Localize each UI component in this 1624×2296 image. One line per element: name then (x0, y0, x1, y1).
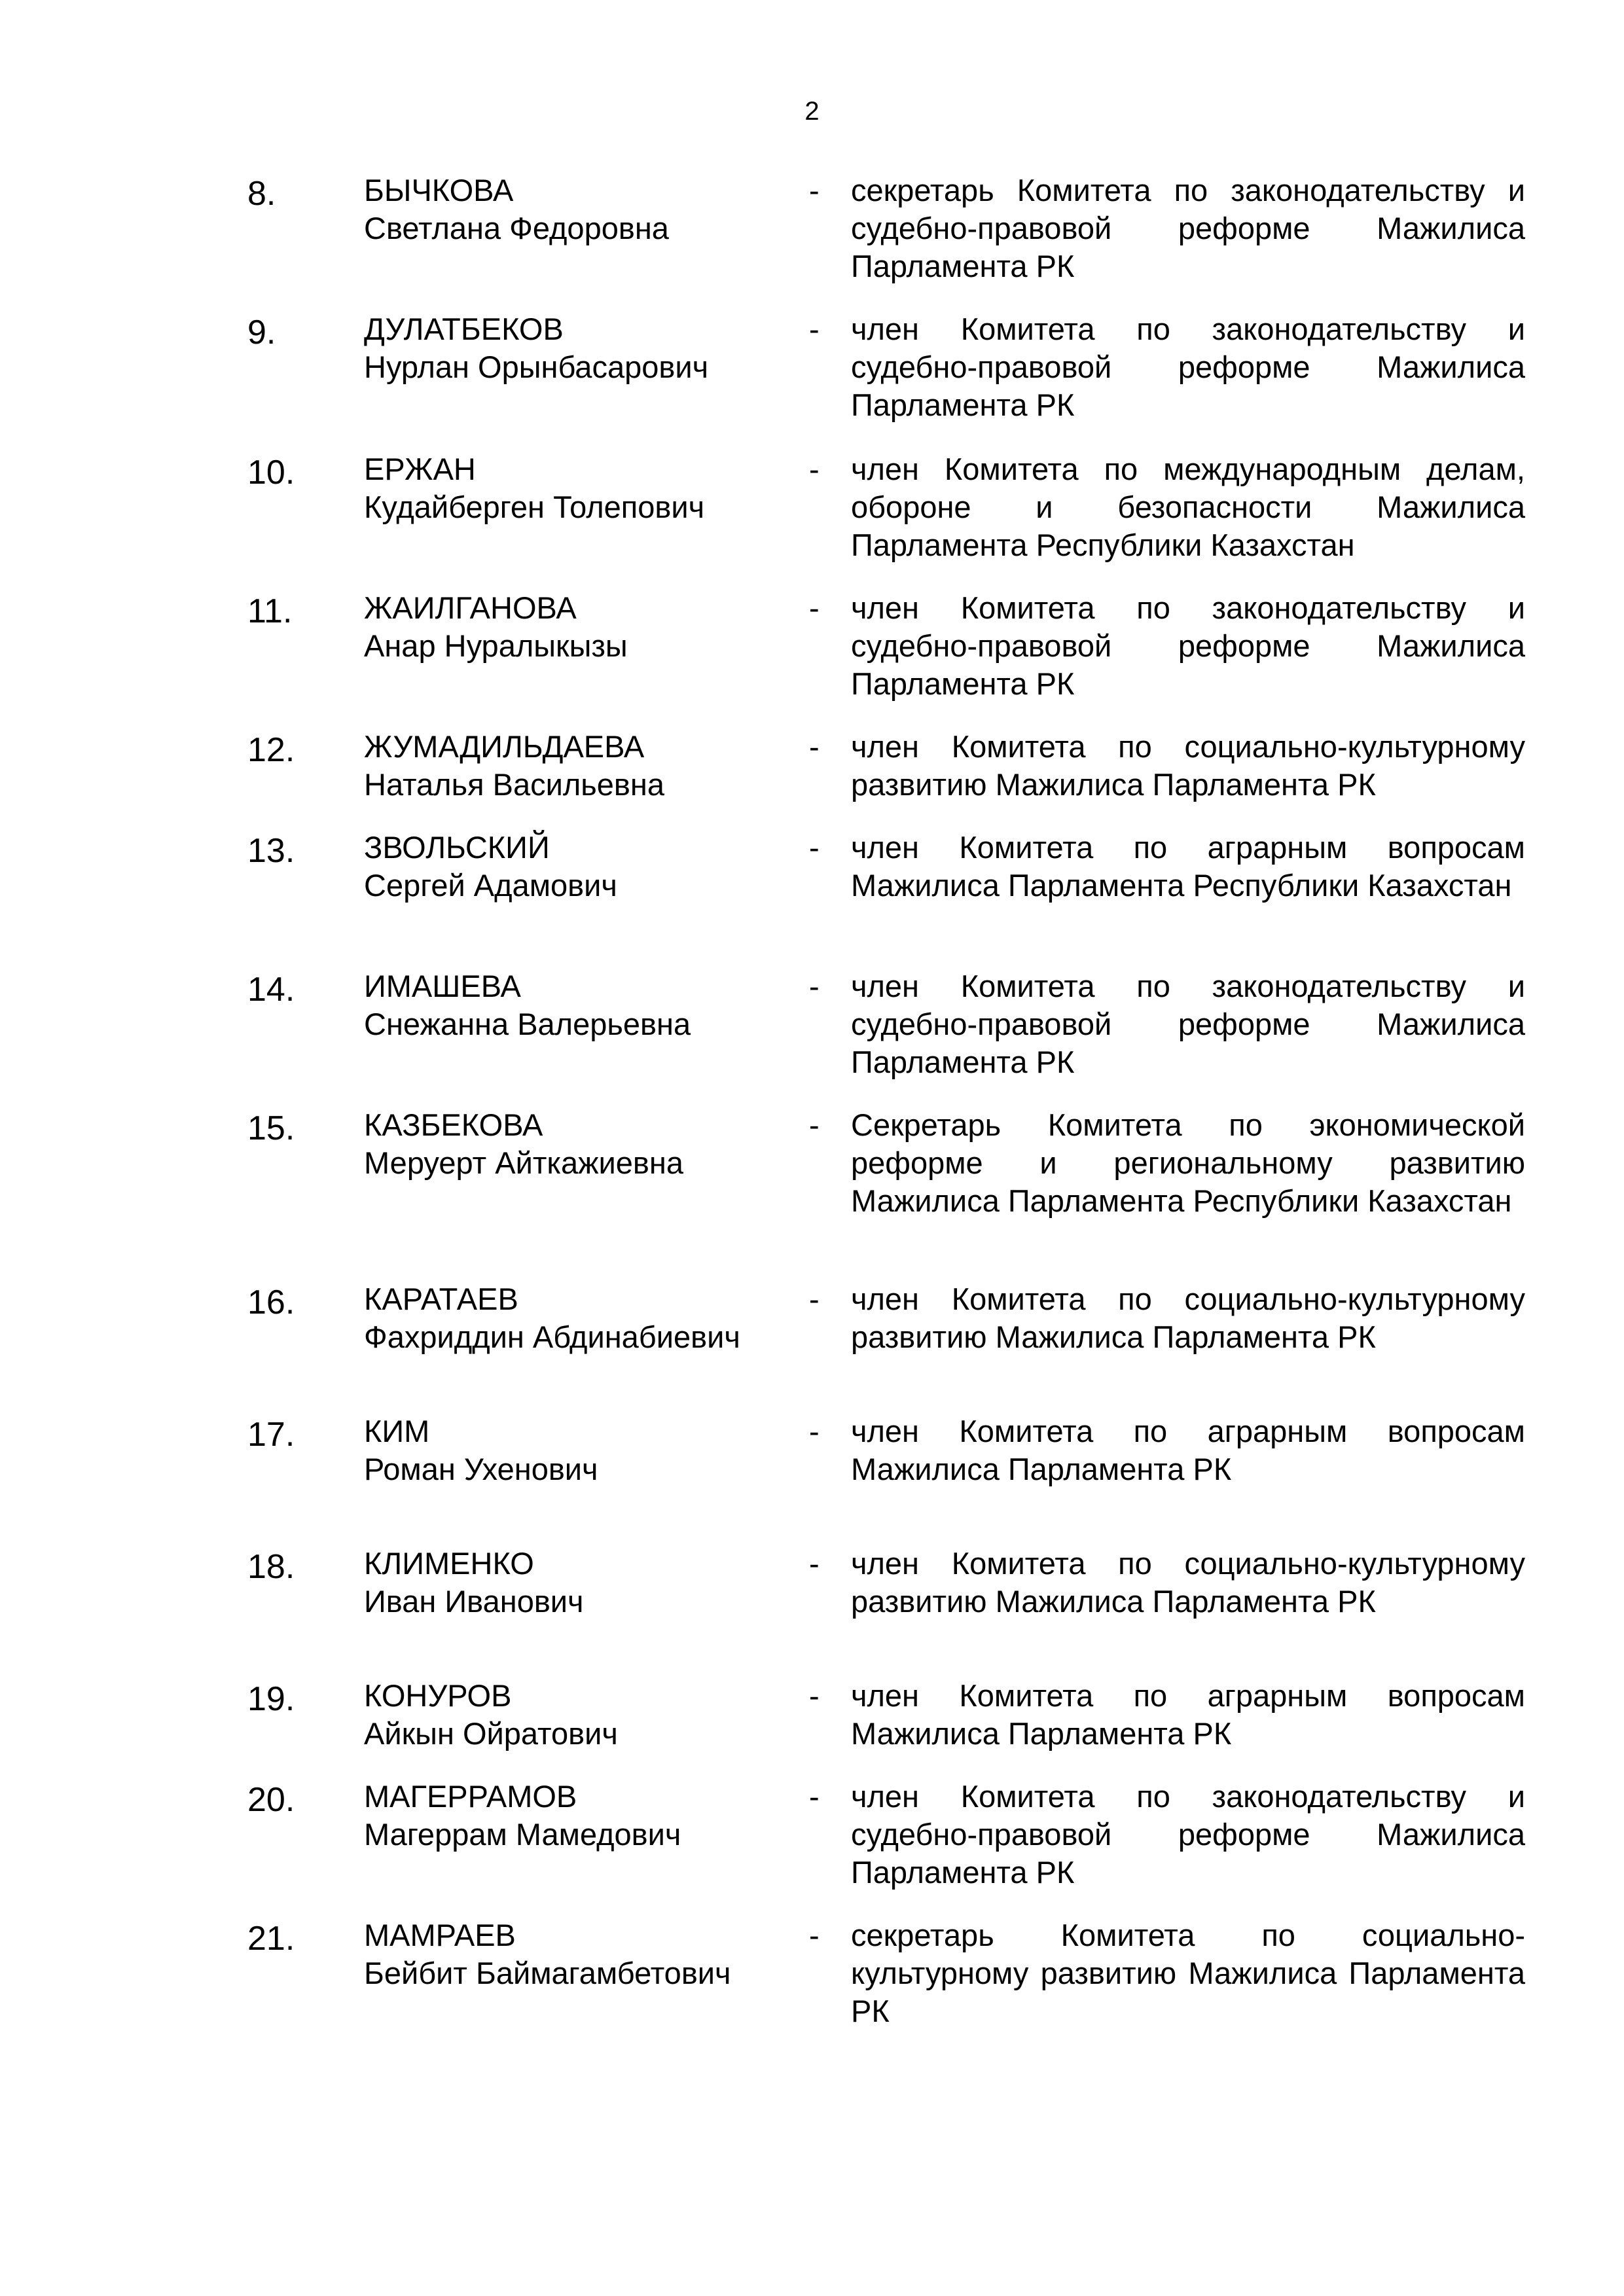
member-role: член Комитета по социально-культурному развитию Мажилиса Парламента РК (851, 1546, 1525, 1619)
member-role: член Комитета по законодательству и судебно-правовой реформе Мажилиса Парламента РК (851, 969, 1525, 1079)
member-role: член Комитета по социально-культурному развитию Мажилиса Парламента РК (851, 1282, 1525, 1354)
member-role: член Комитета по законодательству и судебно-правовой реформе Мажилиса Парламента РК (851, 1779, 1525, 1890)
entry-dash: - (809, 1282, 820, 1316)
entry-dash: - (809, 452, 820, 486)
entry-dash: - (809, 173, 820, 207)
member-name (364, 1106, 783, 1182)
member-given-name: Меруерт Айткажиевна (364, 1145, 683, 1180)
member-entry (0, 1280, 1624, 1398)
member-entry (0, 171, 1624, 289)
member-role: член Комитета по аграрным вопросам Мажилиса Парламента РК (851, 1678, 1525, 1751)
member-entry (0, 310, 1624, 428)
member-name (364, 589, 783, 665)
member-surname: ЖУМАДИЛЬДАЕВА (364, 729, 645, 764)
member-entry (0, 829, 1624, 946)
member-name (364, 1778, 783, 1854)
member-entry (0, 1412, 1624, 1530)
member-name (364, 1677, 783, 1753)
entry-number: 14. (247, 971, 295, 1009)
member-name (364, 310, 783, 386)
member-given-name: Снежанна Валерьевна (364, 1007, 691, 1041)
entry-dash: - (809, 969, 820, 1003)
member-given-name: Айкын Ойратович (364, 1716, 618, 1751)
member-name (364, 967, 783, 1043)
member-name (364, 829, 783, 905)
member-given-name: Магеррам Мамедович (364, 1817, 681, 1852)
member-given-name: Иван Иванович (364, 1584, 584, 1619)
member-name (364, 728, 783, 804)
member-entry (0, 728, 1624, 846)
member-given-name: Роман Ухенович (364, 1452, 598, 1486)
member-name (364, 171, 783, 247)
member-name (364, 1280, 783, 1356)
entry-dash: - (809, 1779, 820, 1814)
member-surname: КИМ (364, 1414, 430, 1448)
member-given-name: Нурлан Орынбасарович (364, 350, 709, 384)
entry-number: 10. (247, 454, 295, 492)
entry-dash: - (809, 1546, 820, 1581)
entry-dash: - (809, 1107, 820, 1142)
member-surname: ЗВОЛЬСКИЙ (364, 830, 550, 865)
member-surname: КАЗБЕКОВА (364, 1107, 543, 1142)
member-role: член Комитета по аграрным вопросам Мажилиса Парламента РК (851, 1414, 1525, 1486)
member-name (364, 1545, 783, 1621)
member-entry (0, 1545, 1624, 1662)
member-given-name: Анар Нуралыкызы (364, 628, 628, 663)
member-entry (0, 1778, 1624, 1895)
member-entry (0, 589, 1624, 707)
member-role: член Комитета по законодательству и судебно-правовой реформе Мажилиса Парламента РК (851, 590, 1525, 701)
member-surname: ИМАШЕВА (364, 969, 521, 1003)
member-surname: ДУЛАТБЕКОВ (364, 312, 564, 346)
member-given-name: Кудайберген Толепович (364, 490, 705, 524)
member-given-name: Фахриддин Абдинабиевич (364, 1319, 740, 1354)
member-surname: МАГЕРРАМОВ (364, 1779, 577, 1814)
member-given-name: Светлана Федоровна (364, 211, 669, 245)
entry-number: 9. (247, 314, 276, 351)
member-name (364, 1916, 783, 1992)
member-entry (0, 1677, 1624, 1795)
member-entry (0, 450, 1624, 568)
member-given-name: Наталья Васильевна (364, 767, 664, 802)
entry-number: 18. (247, 1548, 295, 1586)
entry-number: 8. (247, 175, 276, 213)
member-given-name: Сергей Адамович (364, 868, 617, 903)
entry-dash: - (809, 729, 820, 764)
entry-number: 19. (247, 1680, 295, 1718)
member-surname: БЫЧКОВА (364, 173, 514, 207)
member-role: член Комитета по международным делам, обороне и безопасности Мажилиса Парламента Республики Казахстан (851, 452, 1525, 562)
member-given-name: Бейбит Баймагамбетович (364, 1956, 731, 1990)
member-name (364, 1412, 783, 1488)
member-surname: МАМРАЕВ (364, 1918, 516, 1952)
entry-number: 13. (247, 832, 295, 870)
member-role: член Комитета по социально-культурному развитию Мажилиса Парламента РК (851, 729, 1525, 802)
entry-number: 15. (247, 1109, 295, 1147)
member-surname: ЕРЖАН (364, 452, 476, 486)
member-entry (0, 967, 1624, 1085)
member-entry (0, 1916, 1624, 2034)
entry-dash: - (809, 312, 820, 346)
member-name (364, 450, 783, 526)
entry-dash: - (809, 830, 820, 865)
member-surname: КАРАТАЕВ (364, 1282, 518, 1316)
member-surname: ЖАИЛГАНОВА (364, 590, 577, 625)
member-role: член Комитета по аграрным вопросам Мажилиса Парламента Республики Казахстан (851, 830, 1525, 903)
member-surname: КОНУРОВ (364, 1678, 512, 1713)
entry-number: 12. (247, 731, 295, 769)
entry-number: 20. (247, 1781, 295, 1819)
entry-number: 21. (247, 1920, 295, 1958)
member-surname: КЛИМЕНКО (364, 1546, 534, 1581)
member-entry (0, 1106, 1624, 1224)
entry-dash: - (809, 590, 820, 625)
page-number: 2 (804, 97, 820, 126)
entry-number: 16. (247, 1283, 295, 1321)
entry-dash: - (809, 1414, 820, 1448)
entry-number: 17. (247, 1416, 295, 1454)
member-role: секретарь Комитета по законодательству и судебно-правовой реформе Мажилиса Парламента РК (851, 173, 1525, 283)
entry-number: 11. (247, 592, 293, 630)
member-role: член Комитета по законодательству и судебно-правовой реформе Мажилиса Парламента РК (851, 312, 1525, 422)
member-role: Секретарь Комитета по экономической реформе и региональному развитию Мажилиса Парламента Республики Казахстан (851, 1107, 1525, 1218)
entry-dash: - (809, 1678, 820, 1713)
member-role: секретарь Комитета по социально-культурному развитию Мажилиса Парламента РК (851, 1918, 1525, 2028)
entry-dash: - (809, 1918, 820, 1952)
